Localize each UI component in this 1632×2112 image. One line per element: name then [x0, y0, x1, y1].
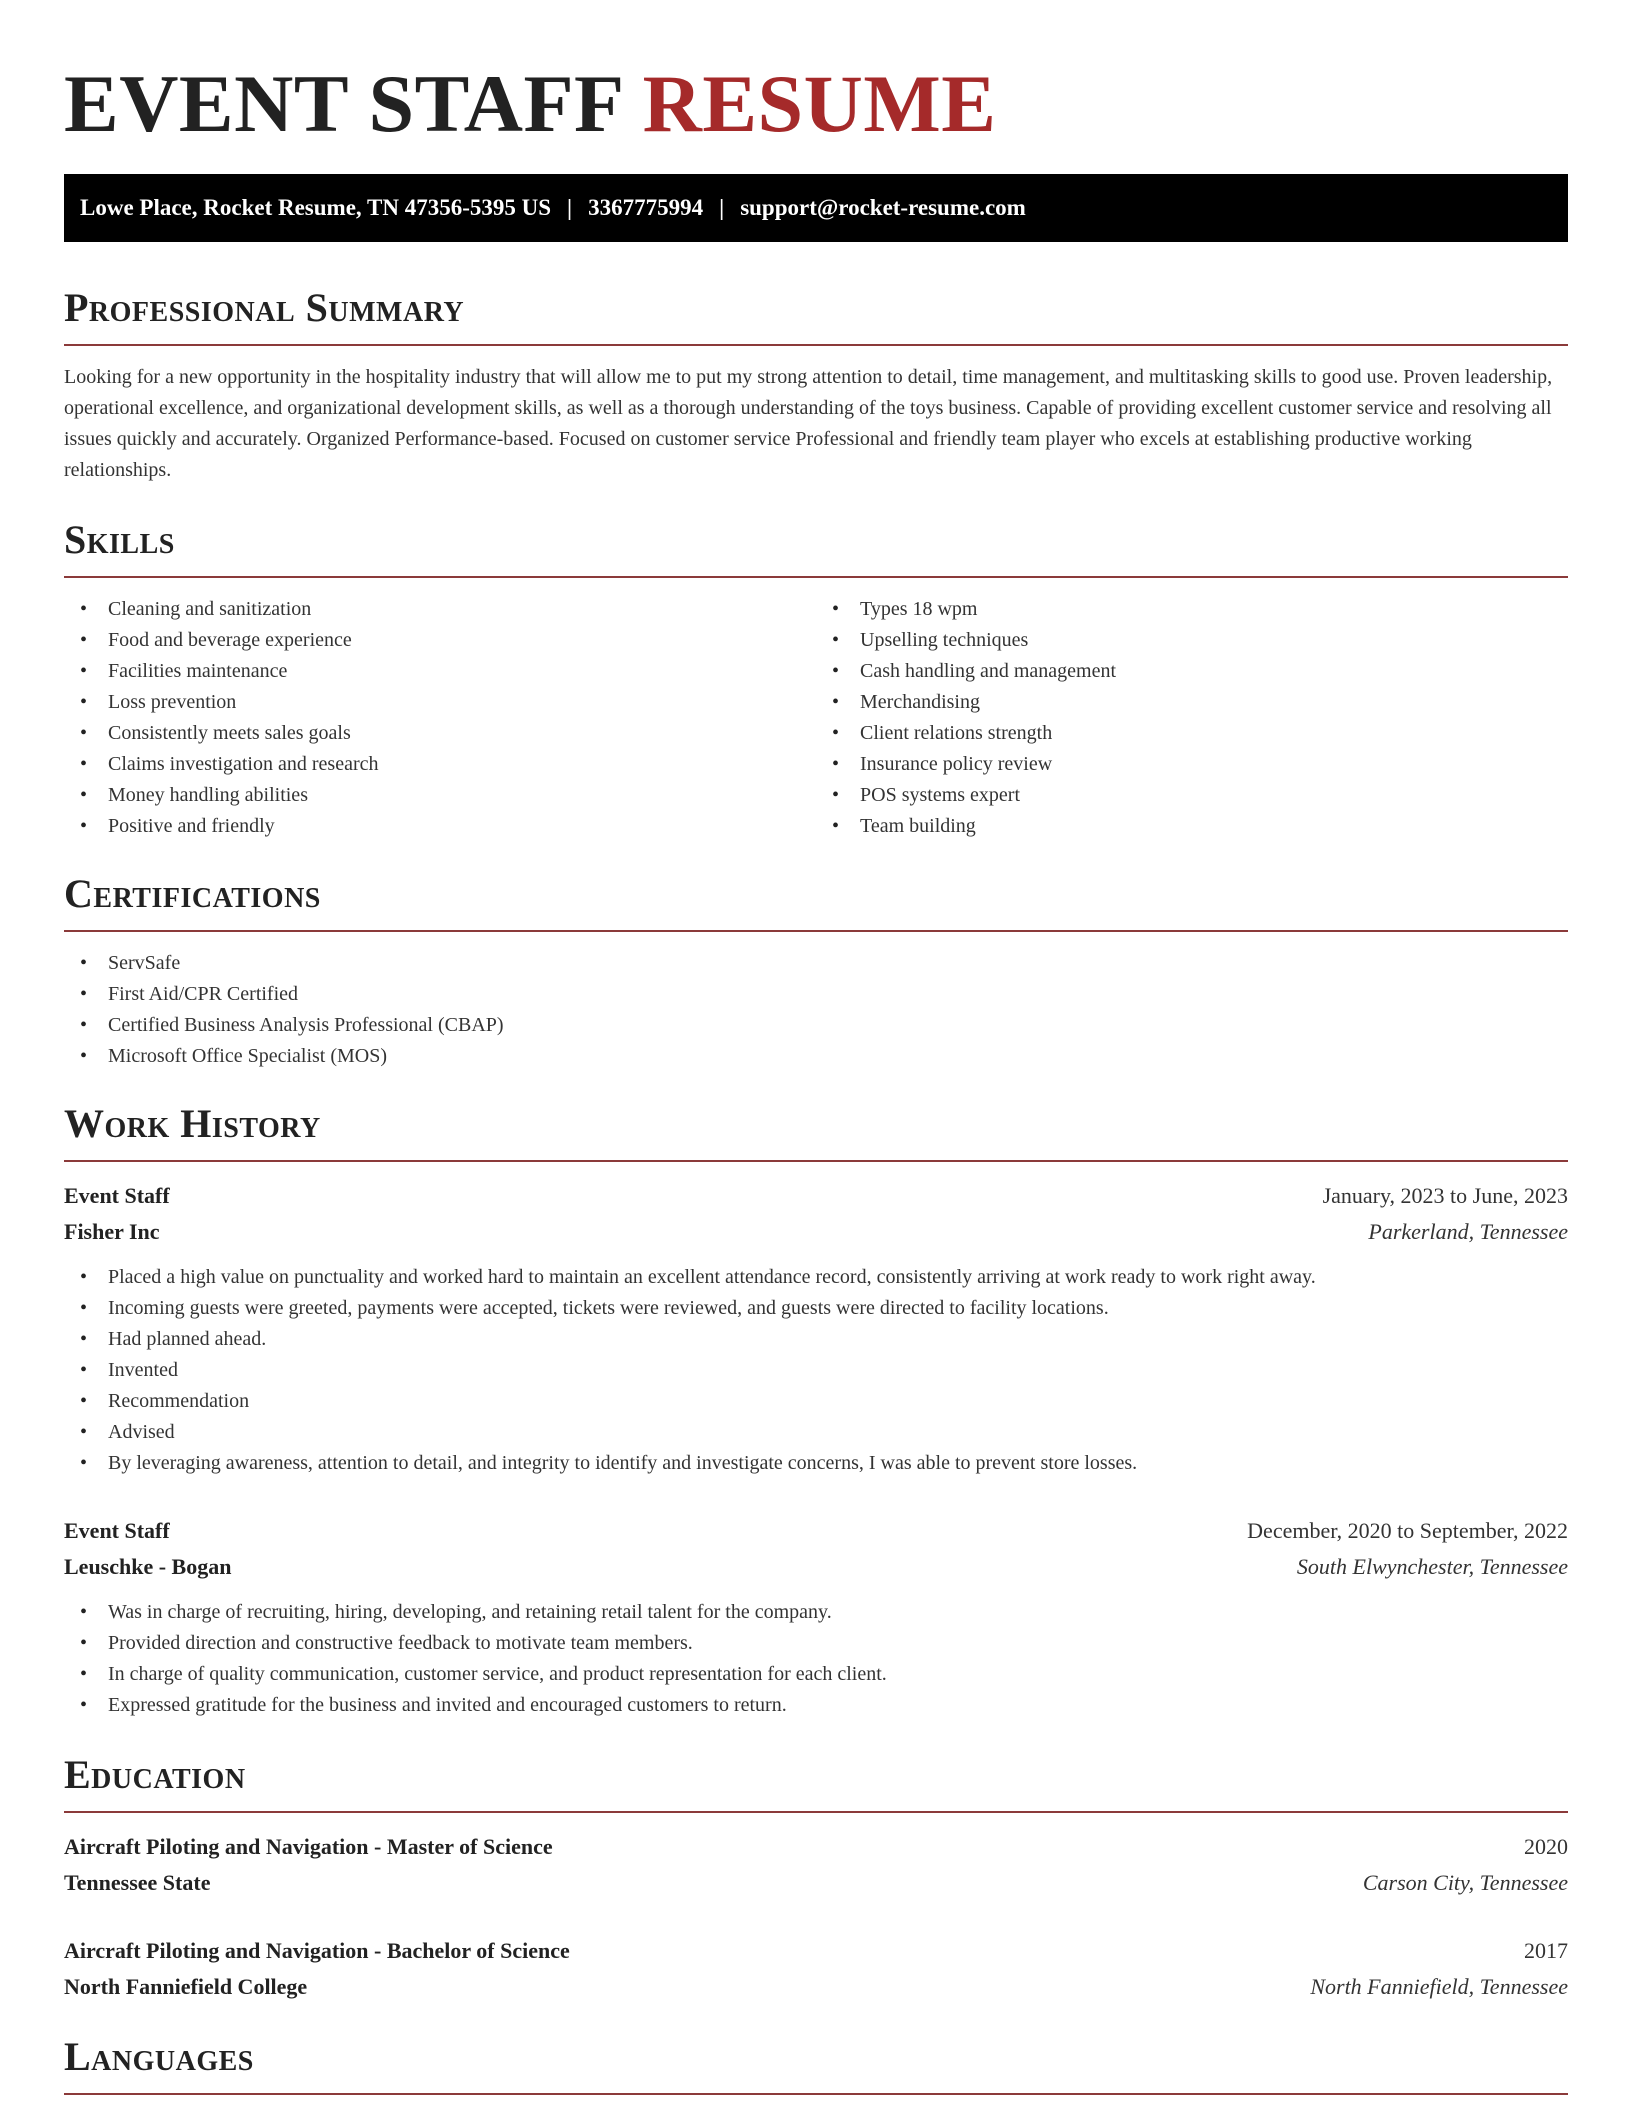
contact-address: Lowe Place, Rocket Resume, TN 47356-5395 US — [80, 195, 552, 220]
list-item: • Placed a high value on punctuality and worked hard to maintain an excellent attendance record, consistently arriving at work ready to work right away. — [64, 1262, 1568, 1293]
skills-list-left — [64, 594, 816, 842]
list-item: • Certified Business Analysis Professional (CBAP) — [64, 1010, 1568, 1041]
title-part-job: EVENT STAFF — [64, 58, 622, 149]
list-item: • Food and beverage experience — [64, 625, 816, 656]
title-part-resume: RESUME — [642, 58, 997, 149]
list-item: • Expressed gratitude for the business and invited and encouraged customers to return. — [64, 1690, 1568, 1721]
list-item: • Money handling abilities — [64, 780, 816, 811]
list-item: • Provided direction and constructive feedback to motivate team members. — [64, 1628, 1568, 1659]
education-entry — [64, 1829, 1568, 1901]
contact-phone: 3367775994 — [588, 195, 704, 220]
contact-bar — [64, 174, 1568, 242]
list-item: • Recommendation — [64, 1386, 1568, 1417]
job-duties-list — [64, 1262, 1568, 1479]
section-heading: Professional Summary — [64, 284, 1568, 346]
list-item: • Invented — [64, 1355, 1568, 1386]
skills-list-right — [816, 594, 1568, 842]
education-entry — [64, 1933, 1568, 2005]
job-dates: December, 2020 to September, 2022 — [1247, 1518, 1568, 1543]
list-item: • Was in charge of recruiting, hiring, developing, and retaining retail talent for the company. — [64, 1597, 1568, 1628]
section-heading: Languages — [64, 2033, 1568, 2095]
section-heading: Work History — [64, 1100, 1568, 1162]
education-year: 2020 — [1524, 1834, 1568, 1859]
education-degree-row — [64, 1933, 1568, 1969]
languages-section — [64, 2033, 1568, 2095]
job-entry — [64, 1178, 1568, 1479]
job-header-row — [64, 1513, 1568, 1549]
professional-summary-section — [64, 284, 1568, 486]
work-history-section — [64, 1100, 1568, 1721]
job-company-row — [64, 1214, 1568, 1250]
list-item: • Client relations strength — [816, 718, 1568, 749]
job-company-row — [64, 1549, 1568, 1585]
list-item: • Consistently meets sales goals — [64, 718, 816, 749]
job-company: Leuschke - Bogan — [64, 1554, 232, 1579]
list-item: • Upselling techniques — [816, 625, 1568, 656]
list-item: • ServSafe — [64, 948, 1568, 979]
job-title: Event Staff — [64, 1518, 170, 1543]
list-item: • First Aid/CPR Certified — [64, 979, 1568, 1010]
education-location: North Fanniefield, Tennessee — [1310, 1974, 1568, 1999]
list-item: • By leveraging awareness, attention to detail, and integrity to identify and investigate concerns, I was able to prevent store losses. — [64, 1448, 1568, 1479]
list-item: • In charge of quality communication, customer service, and product representation for each client. — [64, 1659, 1568, 1690]
education-school-row — [64, 1865, 1568, 1901]
list-item: • Types 18 wpm — [816, 594, 1568, 625]
job-entry — [64, 1513, 1568, 1721]
section-heading: Skills — [64, 516, 1568, 578]
section-heading: Education — [64, 1751, 1568, 1813]
job-header-row — [64, 1178, 1568, 1214]
certifications-section — [64, 870, 1568, 1072]
education-year: 2017 — [1524, 1938, 1568, 1963]
contact-separator: | — [567, 195, 573, 220]
job-duties-list — [64, 1597, 1568, 1721]
list-item: • Facilities maintenance — [64, 656, 816, 687]
contact-separator: | — [719, 195, 725, 220]
job-dates: January, 2023 to June, 2023 — [1322, 1183, 1568, 1208]
education-school-row — [64, 1969, 1568, 2005]
contact-email: support@rocket-resume.com — [740, 195, 1026, 220]
education-location: Carson City, Tennessee — [1362, 1870, 1568, 1895]
list-item: • Insurance policy review — [816, 749, 1568, 780]
resume-title — [64, 0, 1568, 154]
education-degree: Aircraft Piloting and Navigation - Bachelor of Science — [64, 1938, 570, 1963]
certifications-list — [64, 948, 1568, 1072]
skills-grid — [64, 594, 1568, 842]
list-item: • Had planned ahead. — [64, 1324, 1568, 1355]
list-item: • Advised — [64, 1417, 1568, 1448]
list-item: • Incoming guests were greeted, payments were accepted, tickets were reviewed, and guests were directed to facility locations. — [64, 1293, 1568, 1324]
list-item: • Cash handling and management — [816, 656, 1568, 687]
education-section — [64, 1751, 1568, 2005]
summary-text: Looking for a new opportunity in the hospitality industry that will allow me to put my strong attention to detail, time management, and multitasking skills to good use. Proven leadership, operational excellence, and organizational development skills, as well as a thorough understanding of the toys business. Capable of providing excellent customer service and resolving all issues quickly and accurately. Organized Performance-based. Focused on customer service Professional and friendly team player who excels at establishing productive working relationships. — [64, 366, 1553, 481]
education-degree-row — [64, 1829, 1568, 1865]
list-item: • Loss prevention — [64, 687, 816, 718]
list-item: • POS systems expert — [816, 780, 1568, 811]
list-item: • Cleaning and sanitization — [64, 594, 816, 625]
list-item: • Team building — [816, 811, 1568, 842]
list-item: • Claims investigation and research — [64, 749, 816, 780]
job-company: Fisher Inc — [64, 1219, 160, 1244]
skills-section — [64, 516, 1568, 842]
education-school: North Fanniefield College — [64, 1974, 308, 1999]
list-item: • Positive and friendly — [64, 811, 816, 842]
education-degree: Aircraft Piloting and Navigation - Master of Science — [64, 1834, 553, 1859]
job-location: South Elwynchester, Tennessee — [1296, 1554, 1568, 1579]
section-heading: Certifications — [64, 870, 1568, 932]
education-school: Tennessee State — [64, 1870, 211, 1895]
list-item: • Merchandising — [816, 687, 1568, 718]
job-location: Parkerland, Tennessee — [1368, 1219, 1568, 1244]
list-item: • Microsoft Office Specialist (MOS) — [64, 1041, 1568, 1072]
job-title: Event Staff — [64, 1183, 170, 1208]
